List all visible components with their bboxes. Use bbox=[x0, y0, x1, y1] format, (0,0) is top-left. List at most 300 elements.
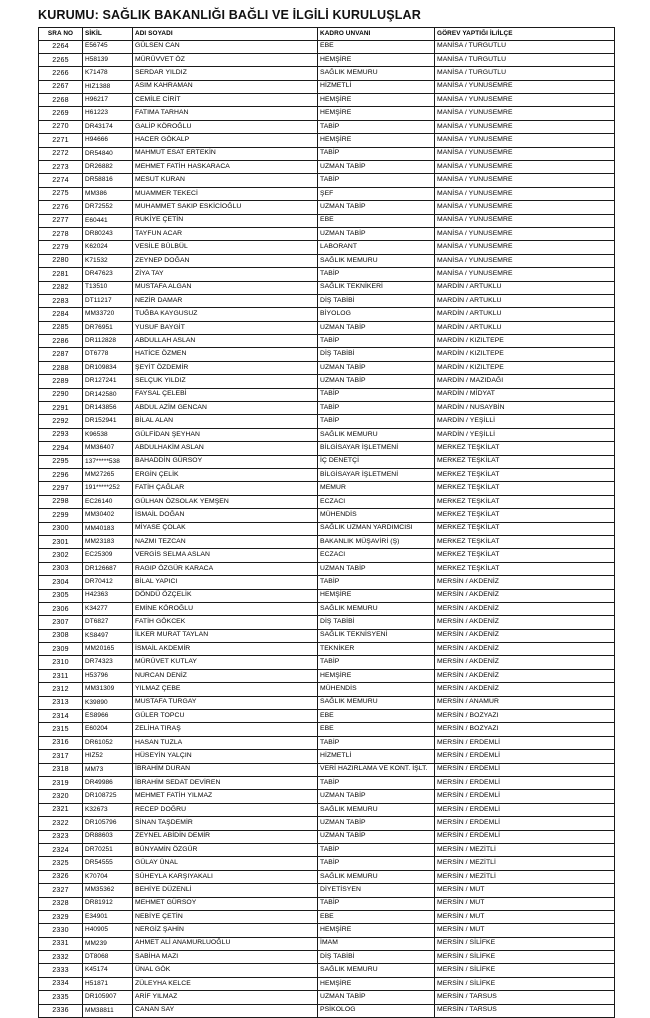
cell-kadro-unvani: İÇ DENETÇİ bbox=[318, 455, 435, 468]
cell-sicil: H96217 bbox=[83, 94, 133, 107]
cell-adi-soyadi: ABDULHAKİM ASLAN bbox=[133, 442, 318, 455]
cell-sra-no: 2270 bbox=[39, 120, 83, 133]
table-row bbox=[39, 67, 615, 80]
cell-adi-soyadi: NERGİZ ŞAHİN bbox=[133, 924, 318, 937]
cell-sicil: DR80243 bbox=[83, 227, 133, 240]
cell-gorev-yeri: MERSİN / ERDEMLİ bbox=[435, 776, 615, 789]
cell-adi-soyadi: NURCAN DENİZ bbox=[133, 669, 318, 682]
cell-sicil: DR105907 bbox=[83, 991, 133, 1004]
cell-gorev-yeri: MARDİN / ARTUKLU bbox=[435, 321, 615, 334]
cell-gorev-yeri: MERSİN / MUT bbox=[435, 924, 615, 937]
cell-sicil: MM38811 bbox=[83, 1004, 133, 1017]
cell-kadro-unvani: MÜHENDİS bbox=[318, 509, 435, 522]
cell-adi-soyadi: GÜLAY ÜNAL bbox=[133, 857, 318, 870]
cell-adi-soyadi: ASIM KAHRAMAN bbox=[133, 80, 318, 93]
cell-kadro-unvani: SAĞLIK TEKNİSYENİ bbox=[318, 629, 435, 642]
cell-adi-soyadi: YILMAZ ÇEBE bbox=[133, 683, 318, 696]
cell-adi-soyadi: MUSTAFA TURGAY bbox=[133, 696, 318, 709]
cell-sicil: EC26140 bbox=[83, 495, 133, 508]
cell-kadro-unvani: HEMŞİRE bbox=[318, 924, 435, 937]
cell-sicil: MM33720 bbox=[83, 308, 133, 321]
cell-sicil: DR61052 bbox=[83, 736, 133, 749]
cell-kadro-unvani: UZMAN TABİP bbox=[318, 227, 435, 240]
cell-gorev-yeri: MERSİN / ERDEMLİ bbox=[435, 817, 615, 830]
cell-sra-no: 2323 bbox=[39, 830, 83, 843]
cell-adi-soyadi: MESUT KURAN bbox=[133, 174, 318, 187]
cell-kadro-unvani: VERİ HAZIRLAMA VE KONT. İŞLT. bbox=[318, 763, 435, 776]
cell-sra-no: 2292 bbox=[39, 415, 83, 428]
table-row bbox=[39, 388, 615, 401]
cell-sicil: MM36407 bbox=[83, 442, 133, 455]
cell-gorev-yeri: MERSİN / MEZİTLİ bbox=[435, 870, 615, 883]
cell-adi-soyadi: GÜLFİDAN ŞEYHAN bbox=[133, 428, 318, 441]
cell-gorev-yeri: MERSİN / AKDENİZ bbox=[435, 629, 615, 642]
cell-sicil: K45174 bbox=[83, 964, 133, 977]
cell-gorev-yeri: MANİSA / TURGUTLU bbox=[435, 67, 615, 80]
cell-adi-soyadi: ARİF YILMAZ bbox=[133, 991, 318, 1004]
cell-adi-soyadi: HÜSEYİN YALÇIN bbox=[133, 750, 318, 763]
cell-sicil: ES8966 bbox=[83, 710, 133, 723]
cell-gorev-yeri: MERSİN / TARSUS bbox=[435, 1004, 615, 1017]
cell-sra-no: 2268 bbox=[39, 94, 83, 107]
cell-adi-soyadi: SERDAR YILDIZ bbox=[133, 67, 318, 80]
cell-sicil: H42363 bbox=[83, 589, 133, 602]
cell-kadro-unvani: ŞEF bbox=[318, 187, 435, 200]
cell-gorev-yeri: MERSİN / AKDENİZ bbox=[435, 683, 615, 696]
cell-adi-soyadi: ZEYNEL ABİDİN DEMİR bbox=[133, 830, 318, 843]
cell-sra-no: 2290 bbox=[39, 388, 83, 401]
cell-sra-no: 2285 bbox=[39, 321, 83, 334]
cell-sicil: DR26882 bbox=[83, 161, 133, 174]
cell-sicil: H58139 bbox=[83, 53, 133, 66]
cell-sra-no: 2267 bbox=[39, 80, 83, 93]
cell-kadro-unvani: UZMAN TABİP bbox=[318, 361, 435, 374]
cell-kadro-unvani: TABİP bbox=[318, 268, 435, 281]
cell-sra-no: 2266 bbox=[39, 67, 83, 80]
cell-sicil: DR74323 bbox=[83, 656, 133, 669]
cell-gorev-yeri: MERSİN / MUT bbox=[435, 884, 615, 897]
cell-sicil: DR108725 bbox=[83, 790, 133, 803]
cell-sra-no: 2336 bbox=[39, 1004, 83, 1017]
table-row bbox=[39, 161, 615, 174]
cell-adi-soyadi: BİLAL YAPICI bbox=[133, 576, 318, 589]
table-row bbox=[39, 495, 615, 508]
table-row bbox=[39, 723, 615, 736]
cell-sicil: DR143856 bbox=[83, 402, 133, 415]
cell-gorev-yeri: MARDİN / KIZILTEPE bbox=[435, 335, 615, 348]
table-row bbox=[39, 643, 615, 656]
cell-gorev-yeri: MERSİN / AKDENİZ bbox=[435, 656, 615, 669]
table-row bbox=[39, 602, 615, 615]
cell-sicil: DR58816 bbox=[83, 174, 133, 187]
table-row bbox=[39, 710, 615, 723]
cell-adi-soyadi: SİNAN TAŞDEMİR bbox=[133, 817, 318, 830]
cell-adi-soyadi: GÜLHAN ÖZSOLAK YEMŞEN bbox=[133, 495, 318, 508]
cell-gorev-yeri: MARDİN / MAZIDAĞI bbox=[435, 375, 615, 388]
table-row bbox=[39, 335, 615, 348]
cell-kadro-unvani: SAĞLIK MEMURU bbox=[318, 803, 435, 816]
cell-kadro-unvani: SAĞLIK MEMURU bbox=[318, 964, 435, 977]
cell-adi-soyadi: MEHMET GÜRSOY bbox=[133, 897, 318, 910]
cell-sicil: HIZ52 bbox=[83, 750, 133, 763]
cell-gorev-yeri: MERSİN / ERDEMLİ bbox=[435, 736, 615, 749]
cell-sicil: T13510 bbox=[83, 281, 133, 294]
table-row bbox=[39, 268, 615, 281]
cell-kadro-unvani: UZMAN TABİP bbox=[318, 991, 435, 1004]
cell-gorev-yeri: MANİSA / YUNUSEMRE bbox=[435, 161, 615, 174]
cell-kadro-unvani: EBE bbox=[318, 910, 435, 923]
cell-adi-soyadi: FATİH GÖKCEK bbox=[133, 616, 318, 629]
cell-gorev-yeri: MANİSA / TURGUTLU bbox=[435, 40, 615, 53]
table-row bbox=[39, 522, 615, 535]
table-row bbox=[39, 428, 615, 441]
cell-sicil: DR112828 bbox=[83, 335, 133, 348]
cell-kadro-unvani: HEMŞİRE bbox=[318, 134, 435, 147]
cell-kadro-unvani: SAĞLIK MEMURU bbox=[318, 428, 435, 441]
cell-adi-soyadi: FATIMA TARHAN bbox=[133, 107, 318, 120]
table-row bbox=[39, 830, 615, 843]
cell-gorev-yeri: MERSİN / AKDENİZ bbox=[435, 669, 615, 682]
cell-gorev-yeri: MERKEZ TEŞKİLAT bbox=[435, 495, 615, 508]
cell-sicil: MM386 bbox=[83, 187, 133, 200]
table-row bbox=[39, 884, 615, 897]
cell-gorev-yeri: MERSİN / MUT bbox=[435, 897, 615, 910]
cell-gorev-yeri: MERSİN / SİLİFKE bbox=[435, 977, 615, 990]
cell-kadro-unvani: TABİP bbox=[318, 576, 435, 589]
table-row bbox=[39, 750, 615, 763]
cell-kadro-unvani: HİZMETLİ bbox=[318, 750, 435, 763]
cell-sicil: HIZ1388 bbox=[83, 80, 133, 93]
cell-sicil: K39890 bbox=[83, 696, 133, 709]
cell-gorev-yeri: MERSİN / AKDENİZ bbox=[435, 643, 615, 656]
cell-kadro-unvani: SAĞLIK MEMURU bbox=[318, 67, 435, 80]
cell-sicil: 137*****538 bbox=[83, 455, 133, 468]
cell-sicil: DR81912 bbox=[83, 897, 133, 910]
cell-sra-no: 2325 bbox=[39, 857, 83, 870]
cell-sra-no: 2322 bbox=[39, 817, 83, 830]
cell-sra-no: 2329 bbox=[39, 910, 83, 923]
cell-adi-soyadi: İLKER MURAT TAYLAN bbox=[133, 629, 318, 642]
cell-sra-no: 2299 bbox=[39, 509, 83, 522]
cell-adi-soyadi: RAGIP ÖZGÜR KARACA bbox=[133, 562, 318, 575]
cell-adi-soyadi: MUHAMMET SAKIP ESKİCİOĞLU bbox=[133, 201, 318, 214]
cell-adi-soyadi: ERGİN ÇELİK bbox=[133, 469, 318, 482]
cell-sicil: DR54555 bbox=[83, 857, 133, 870]
cell-gorev-yeri: MANİSA / YUNUSEMRE bbox=[435, 94, 615, 107]
cell-kadro-unvani: DİŞ TABİBİ bbox=[318, 616, 435, 629]
table-row bbox=[39, 763, 615, 776]
cell-gorev-yeri: MANİSA / YUNUSEMRE bbox=[435, 227, 615, 240]
cell-sicil: KS8497 bbox=[83, 629, 133, 642]
cell-sicil: H61223 bbox=[83, 107, 133, 120]
cell-sra-no: 2264 bbox=[39, 40, 83, 53]
cell-gorev-yeri: MANİSA / YUNUSEMRE bbox=[435, 174, 615, 187]
cell-sra-no: 2328 bbox=[39, 897, 83, 910]
table-row bbox=[39, 576, 615, 589]
cell-sra-no: 2288 bbox=[39, 361, 83, 374]
cell-sicil: DR105796 bbox=[83, 817, 133, 830]
cell-gorev-yeri: MANİSA / TURGUTLU bbox=[435, 53, 615, 66]
cell-gorev-yeri: MERSİN / SİLİFKE bbox=[435, 964, 615, 977]
cell-kadro-unvani: HİZMETLİ bbox=[318, 80, 435, 93]
cell-adi-soyadi: FAYSAL ÇELEBİ bbox=[133, 388, 318, 401]
cell-sra-no: 2284 bbox=[39, 308, 83, 321]
cell-sra-no: 2318 bbox=[39, 763, 83, 776]
cell-kadro-unvani: SAĞLIK UZMAN YARDIMCISI bbox=[318, 522, 435, 535]
cell-sra-no: 2313 bbox=[39, 696, 83, 709]
cell-adi-soyadi: MÜRÜVET KUTLAY bbox=[133, 656, 318, 669]
cell-adi-soyadi: NEBİYE ÇETİN bbox=[133, 910, 318, 923]
cell-adi-soyadi: İSMAİL AKDEMİR bbox=[133, 643, 318, 656]
cell-kadro-unvani: TABİP bbox=[318, 415, 435, 428]
cell-sicil: DR70412 bbox=[83, 576, 133, 589]
table-row bbox=[39, 227, 615, 240]
cell-sicil: H40905 bbox=[83, 924, 133, 937]
table-row bbox=[39, 40, 615, 53]
cell-gorev-yeri: MERSİN / ERDEMLİ bbox=[435, 830, 615, 843]
cell-sra-no: 2276 bbox=[39, 201, 83, 214]
cell-sra-no: 2294 bbox=[39, 442, 83, 455]
cell-sra-no: 2310 bbox=[39, 656, 83, 669]
cell-adi-soyadi: SELÇUK YILDIZ bbox=[133, 375, 318, 388]
table-row bbox=[39, 147, 615, 160]
cell-gorev-yeri: MERSİN / AKDENİZ bbox=[435, 576, 615, 589]
cell-sra-no: 2319 bbox=[39, 776, 83, 789]
cell-kadro-unvani: EBE bbox=[318, 723, 435, 736]
cell-gorev-yeri: MANİSA / YUNUSEMRE bbox=[435, 214, 615, 227]
table-row bbox=[39, 134, 615, 147]
cell-kadro-unvani: MEMUR bbox=[318, 482, 435, 495]
cell-gorev-yeri: MARDİN / YEŞİLLİ bbox=[435, 415, 615, 428]
cell-adi-soyadi: HACER GÖKALP bbox=[133, 134, 318, 147]
cell-sra-no: 2293 bbox=[39, 428, 83, 441]
table-row bbox=[39, 107, 615, 120]
cell-sicil: K62024 bbox=[83, 241, 133, 254]
table-row bbox=[39, 254, 615, 267]
table-row bbox=[39, 174, 615, 187]
table-row bbox=[39, 321, 615, 334]
cell-adi-soyadi: MEHMET FATİH HASKARACA bbox=[133, 161, 318, 174]
table-row bbox=[39, 201, 615, 214]
cell-gorev-yeri: MERKEZ TEŞKİLAT bbox=[435, 469, 615, 482]
cell-gorev-yeri: MERSİN / MEZİTLİ bbox=[435, 857, 615, 870]
cell-adi-soyadi: VESİLE BÜLBÜL bbox=[133, 241, 318, 254]
cell-adi-soyadi: GÜLSEN CAN bbox=[133, 40, 318, 53]
table-row bbox=[39, 509, 615, 522]
cell-sicil: DR47623 bbox=[83, 268, 133, 281]
cell-adi-soyadi: HASAN TUZLA bbox=[133, 736, 318, 749]
cell-gorev-yeri: MERSİN / AKDENİZ bbox=[435, 602, 615, 615]
cell-kadro-unvani: TABİP bbox=[318, 843, 435, 856]
table-row bbox=[39, 910, 615, 923]
cell-kadro-unvani: BİLGİSAYAR İŞLETMENİ bbox=[318, 469, 435, 482]
table-row bbox=[39, 562, 615, 575]
table-row bbox=[39, 375, 615, 388]
cell-gorev-yeri: MERSİN / ERDEMLİ bbox=[435, 750, 615, 763]
cell-sicil: EC25309 bbox=[83, 549, 133, 562]
cell-sra-no: 2316 bbox=[39, 736, 83, 749]
cell-sicil: MM239 bbox=[83, 937, 133, 950]
table-row bbox=[39, 120, 615, 133]
table-row bbox=[39, 308, 615, 321]
cell-kadro-unvani: TABİP bbox=[318, 388, 435, 401]
cell-kadro-unvani: DİŞ TABİBİ bbox=[318, 294, 435, 307]
cell-sicil: K96538 bbox=[83, 428, 133, 441]
cell-sicil: DR88603 bbox=[83, 830, 133, 843]
cell-kadro-unvani: UZMAN TABİP bbox=[318, 817, 435, 830]
cell-adi-soyadi: NEZİR DAMAR bbox=[133, 294, 318, 307]
cell-kadro-unvani: UZMAN TABİP bbox=[318, 201, 435, 214]
cell-kadro-unvani: UZMAN TABİP bbox=[318, 321, 435, 334]
table-row bbox=[39, 187, 615, 200]
cell-adi-soyadi: ZÜLEYHA KELCE bbox=[133, 977, 318, 990]
cell-kadro-unvani: BİYOLOG bbox=[318, 308, 435, 321]
cell-kadro-unvani: UZMAN TABİP bbox=[318, 562, 435, 575]
cell-gorev-yeri: MANİSA / YUNUSEMRE bbox=[435, 201, 615, 214]
table-row bbox=[39, 214, 615, 227]
cell-sra-no: 2321 bbox=[39, 803, 83, 816]
table-row bbox=[39, 924, 615, 937]
cell-adi-soyadi: EMİNE KÖROĞLU bbox=[133, 602, 318, 615]
cell-sra-no: 2274 bbox=[39, 174, 83, 187]
cell-gorev-yeri: MERSİN / ERDEMLİ bbox=[435, 790, 615, 803]
cell-adi-soyadi: AHMET ALİ ANAMURLUOĞLU bbox=[133, 937, 318, 950]
cell-sicil: MM27265 bbox=[83, 469, 133, 482]
cell-kadro-unvani: LABORANT bbox=[318, 241, 435, 254]
cell-adi-soyadi: İSMAİL DOĞAN bbox=[133, 509, 318, 522]
cell-sicil: DR54840 bbox=[83, 147, 133, 160]
cell-kadro-unvani: HEMŞİRE bbox=[318, 589, 435, 602]
cell-sra-no: 2334 bbox=[39, 977, 83, 990]
column-header-adi-soyadi: ADI SOYADI bbox=[133, 28, 318, 41]
cell-adi-soyadi: MEHMET FATİH YILMAZ bbox=[133, 790, 318, 803]
cell-sra-no: 2281 bbox=[39, 268, 83, 281]
table-row bbox=[39, 790, 615, 803]
cell-sicil: DR142580 bbox=[83, 388, 133, 401]
cell-sra-no: 2303 bbox=[39, 562, 83, 575]
cell-gorev-yeri: MERKEZ TEŞKİLAT bbox=[435, 535, 615, 548]
cell-sicil: DR72552 bbox=[83, 201, 133, 214]
cell-gorev-yeri: MANİSA / YUNUSEMRE bbox=[435, 268, 615, 281]
cell-gorev-yeri: MERKEZ TEŞKİLAT bbox=[435, 562, 615, 575]
table-row bbox=[39, 629, 615, 642]
cell-gorev-yeri: MANİSA / YUNUSEMRE bbox=[435, 107, 615, 120]
table-row bbox=[39, 53, 615, 66]
cell-adi-soyadi: İBRAHİM SEDAT DEVİREN bbox=[133, 776, 318, 789]
cell-sra-no: 2314 bbox=[39, 710, 83, 723]
cell-sra-no: 2301 bbox=[39, 535, 83, 548]
cell-adi-soyadi: ABDULLAH ASLAN bbox=[133, 335, 318, 348]
cell-sicil: K32673 bbox=[83, 803, 133, 816]
table-row bbox=[39, 843, 615, 856]
cell-sra-no: 2265 bbox=[39, 53, 83, 66]
table-row bbox=[39, 817, 615, 830]
cell-sicil: DR127241 bbox=[83, 375, 133, 388]
column-header-sicil: SİKİL bbox=[83, 28, 133, 41]
cell-sra-no: 2317 bbox=[39, 750, 83, 763]
cell-sra-no: 2311 bbox=[39, 669, 83, 682]
cell-sicil: DR109834 bbox=[83, 361, 133, 374]
cell-kadro-unvani: EBE bbox=[318, 214, 435, 227]
table-row bbox=[39, 669, 615, 682]
cell-adi-soyadi: BÜNYAMİN ÖZGÜR bbox=[133, 843, 318, 856]
cell-sra-no: 2282 bbox=[39, 281, 83, 294]
cell-sicil: DR70251 bbox=[83, 843, 133, 856]
cell-kadro-unvani: EBE bbox=[318, 40, 435, 53]
table-row bbox=[39, 442, 615, 455]
table-row bbox=[39, 964, 615, 977]
cell-sicil: E60204 bbox=[83, 723, 133, 736]
cell-gorev-yeri: MANİSA / YUNUSEMRE bbox=[435, 120, 615, 133]
cell-sra-no: 2283 bbox=[39, 294, 83, 307]
cell-sra-no: 2289 bbox=[39, 375, 83, 388]
cell-sra-no: 2280 bbox=[39, 254, 83, 267]
table-row bbox=[39, 937, 615, 950]
cell-gorev-yeri: MERSİN / BOZYAZI bbox=[435, 723, 615, 736]
cell-gorev-yeri: MERKEZ TEŞKİLAT bbox=[435, 482, 615, 495]
cell-kadro-unvani: TABİP bbox=[318, 335, 435, 348]
cell-adi-soyadi: ÜNAL GÖK bbox=[133, 964, 318, 977]
page-title: KURUMU: SAĞLIK BAKANLIĞI BAĞLI VE İLGİLİ KURULUŞLAR bbox=[38, 8, 421, 22]
table-row bbox=[39, 482, 615, 495]
cell-sicil: DT6778 bbox=[83, 348, 133, 361]
cell-sra-no: 2300 bbox=[39, 522, 83, 535]
cell-kadro-unvani: HEMŞİRE bbox=[318, 53, 435, 66]
cell-sra-no: 2335 bbox=[39, 991, 83, 1004]
cell-kadro-unvani: HEMŞİRE bbox=[318, 669, 435, 682]
cell-kadro-unvani: SAĞLIK MEMURU bbox=[318, 870, 435, 883]
cell-gorev-yeri: MANİSA / YUNUSEMRE bbox=[435, 80, 615, 93]
table-header bbox=[39, 28, 615, 41]
cell-sicil: MM20165 bbox=[83, 643, 133, 656]
table-row bbox=[39, 951, 615, 964]
cell-sicil: DT8068 bbox=[83, 951, 133, 964]
table-row bbox=[39, 616, 615, 629]
cell-gorev-yeri: MERSİN / BOZYAZI bbox=[435, 710, 615, 723]
cell-sicil: DT11217 bbox=[83, 294, 133, 307]
cell-kadro-unvani: TABİP bbox=[318, 402, 435, 415]
cell-kadro-unvani: TABİP bbox=[318, 857, 435, 870]
table-row bbox=[39, 589, 615, 602]
cell-sicil: H51871 bbox=[83, 977, 133, 990]
cell-kadro-unvani: BİLGİSAYAR İŞLETMENİ bbox=[318, 442, 435, 455]
cell-sra-no: 2287 bbox=[39, 348, 83, 361]
cell-gorev-yeri: MERSİN / TARSUS bbox=[435, 991, 615, 1004]
cell-gorev-yeri: MERKEZ TEŞKİLAT bbox=[435, 549, 615, 562]
cell-adi-soyadi: SABİHA MAZI bbox=[133, 951, 318, 964]
cell-sra-no: 2271 bbox=[39, 134, 83, 147]
cell-sicil: 191*****252 bbox=[83, 482, 133, 495]
column-header-sra-no: SRA NO bbox=[39, 28, 83, 41]
cell-kadro-unvani: MÜHENDİS bbox=[318, 683, 435, 696]
table-row bbox=[39, 415, 615, 428]
cell-kadro-unvani: TABİP bbox=[318, 897, 435, 910]
cell-adi-soyadi: ABDUL AZİM GENCAN bbox=[133, 402, 318, 415]
cell-gorev-yeri: MERSİN / ERDEMLİ bbox=[435, 803, 615, 816]
cell-kadro-unvani: UZMAN TABİP bbox=[318, 161, 435, 174]
cell-sicil: MM30402 bbox=[83, 509, 133, 522]
cell-gorev-yeri: MANİSA / YUNUSEMRE bbox=[435, 134, 615, 147]
cell-kadro-unvani: DİYETİSYEN bbox=[318, 884, 435, 897]
table-row bbox=[39, 535, 615, 548]
cell-adi-soyadi: RECEP DOĞRU bbox=[133, 803, 318, 816]
cell-adi-soyadi: BİLAL ALAN bbox=[133, 415, 318, 428]
cell-sicil: K70704 bbox=[83, 870, 133, 883]
cell-gorev-yeri: MERSİN / MUT bbox=[435, 910, 615, 923]
cell-sicil: K71478 bbox=[83, 67, 133, 80]
cell-adi-soyadi: BEHİYE DÜZENLİ bbox=[133, 884, 318, 897]
cell-gorev-yeri: MARDİN / YEŞİLLİ bbox=[435, 428, 615, 441]
